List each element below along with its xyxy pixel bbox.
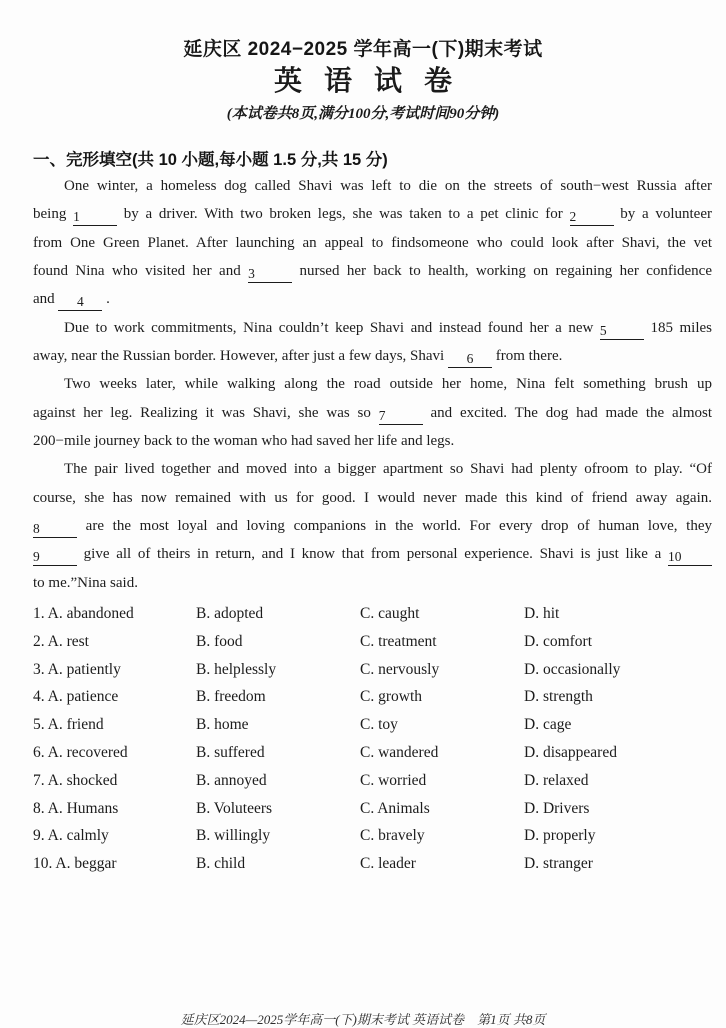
cloze-blank-9: 9 <box>33 547 77 566</box>
passage-line: found Nina who visited her and 3 nursed her back to health, working on regaining her confidence <box>33 263 712 282</box>
option-cell-10-D: D. stranger <box>524 855 593 873</box>
option-cell-3-C: C. nervously <box>360 660 440 678</box>
passage-line: Two weeks later, while walking along the road outside her home, Nina felt something brush up <box>64 376 712 393</box>
option-cell-10-A: 10. A. beggar <box>33 855 117 873</box>
option-row-10 <box>33 850 712 878</box>
cloze-blank-2: 2 <box>570 207 614 226</box>
option-cell-5-B: B. home <box>196 716 249 734</box>
option-cell-2-A: 2. A. rest <box>33 632 89 650</box>
option-row-3 <box>33 656 712 684</box>
option-cell-9-D: D. properly <box>524 827 596 845</box>
passage-line: 9 give all of theirs in return, and I know that from personal experience. Shavi is just like a 10 <box>33 540 712 568</box>
option-cell-8-A: 8. A. Humans <box>33 799 119 817</box>
passage-line: against her leg. Realizing it was Shavi, she was so 7 and excited. The dog had made the almost <box>33 404 712 423</box>
option-row-5 <box>33 711 712 739</box>
option-row-9 <box>33 822 712 850</box>
option-row-7 <box>33 767 712 795</box>
passage-line: One winter, a homeless dog called Shavi was left to die on the streets of south−west Russia after <box>64 178 712 194</box>
option-cell-8-D: D. Drivers <box>524 799 590 817</box>
option-cell-7-A: 7. A. shocked <box>33 771 118 789</box>
option-cell-7-C: C. worried <box>360 771 427 789</box>
option-cell-6-B: B. suffered <box>196 743 265 761</box>
option-row-4 <box>33 683 712 711</box>
option-cell-4-B: B. freedom <box>196 688 266 706</box>
option-row-2 <box>33 628 712 656</box>
option-cell-5-C: C. toy <box>360 716 398 734</box>
option-cell-8-B: B. Voluteers <box>196 799 273 817</box>
section-heading-cloze: 一、完形填空(共 10 小题,每小题 1.5 分,共 15 分) <box>33 151 388 169</box>
subject-title: 英语试卷 <box>273 66 474 97</box>
option-cell-4-A: 4. A. patience <box>33 688 119 706</box>
option-cell-1-A: 1. A. abandoned <box>33 605 134 622</box>
page-footer: 延庆区2024—2025学年高一(下)期末考试 英语试卷 第1页 共8页 <box>180 1012 546 1027</box>
option-cell-10-B: B. child <box>196 855 246 873</box>
cloze-blank-3: 3 <box>248 264 292 283</box>
passage-line: from One Green Planet. After launching an appeal to findsomeone who could look after Shavi, the vet <box>33 234 712 251</box>
option-cell-2-B: B. food <box>196 632 243 650</box>
option-cell-5-A: 5. A. friend <box>33 716 104 734</box>
option-cell-7-D: D. relaxed <box>524 771 589 789</box>
passage-line: Due to work commitments, Nina couldn’t keep Shavi and instead found her a new 5 185 miles <box>64 319 712 338</box>
cloze-blank-10: 10 <box>668 547 712 566</box>
cloze-blank-4: 4 <box>58 292 102 311</box>
cloze-blank-5: 5 <box>600 321 644 340</box>
passage-line: 200−mile journey back to the woman who had saved her life and legs. <box>33 433 455 450</box>
passage-line: The pair lived together and moved into a bigger apartment so Shavi had plenty ofroom to play. “Of <box>64 461 712 478</box>
option-cell-6-A: 6. A. recovered <box>33 743 128 761</box>
passage-line: being 1 by a driver. With two broken legs, she was taken to a pet clinic for 2 by a volunteer <box>33 206 712 225</box>
option-cell-1-C: C. caught <box>360 605 420 622</box>
option-row-1 <box>33 600 712 628</box>
option-cell-7-B: B. annoyed <box>196 771 267 789</box>
cloze-blank-6: 6 <box>448 349 492 368</box>
option-cell-9-C: C. bravely <box>360 827 425 845</box>
option-row-8 <box>33 795 712 823</box>
option-cell-6-C: C. wandered <box>360 743 439 761</box>
option-cell-4-C: C. growth <box>360 688 422 706</box>
page-title: 延庆区 2024−2025 学年高一(下)期末考试 <box>183 39 543 60</box>
option-cell-3-D: D. occasionally <box>524 660 621 678</box>
cloze-passage <box>33 172 712 597</box>
exam-meta: (本试卷共8页,满分100分,考试时间90分钟) <box>226 106 500 122</box>
option-cell-6-D: D. disappeared <box>524 743 617 761</box>
option-cell-4-D: D. strength <box>524 688 593 706</box>
option-cell-5-D: D. cage <box>524 716 572 734</box>
option-cell-1-D: D. hit <box>524 605 560 622</box>
passage-line: and 4 . <box>33 291 110 310</box>
option-cell-3-B: B. helplessly <box>196 660 277 678</box>
option-cell-8-C: C. Animals <box>360 799 430 817</box>
cloze-blank-8: 8 <box>33 519 77 538</box>
option-cell-2-C: C. treatment <box>360 632 437 650</box>
option-cell-1-B: B. adopted <box>196 605 264 622</box>
cloze-options-table <box>33 600 712 878</box>
option-cell-3-A: 3. A. patiently <box>33 660 121 678</box>
passage-line: 8 are the most loyal and loving companions in the world. For every drop of human love, they <box>33 518 712 537</box>
option-cell-9-B: B. willingly <box>196 827 271 845</box>
passage-line: course, she has now remained with us for good. I would never made this kind of friend away again. <box>33 489 712 506</box>
option-row-6 <box>33 739 712 767</box>
option-cell-9-A: 9. A. calmly <box>33 827 109 845</box>
passage-line: away, near the Russian border. However, after just a few days, Shavi 6 from there. <box>33 348 563 367</box>
option-cell-10-C: C. leader <box>360 855 416 873</box>
cloze-blank-7: 7 <box>379 406 423 425</box>
cloze-blank-1: 1 <box>73 207 117 226</box>
passage-line: to me.”Nina said. <box>33 574 138 591</box>
option-cell-2-D: D. comfort <box>524 632 593 650</box>
